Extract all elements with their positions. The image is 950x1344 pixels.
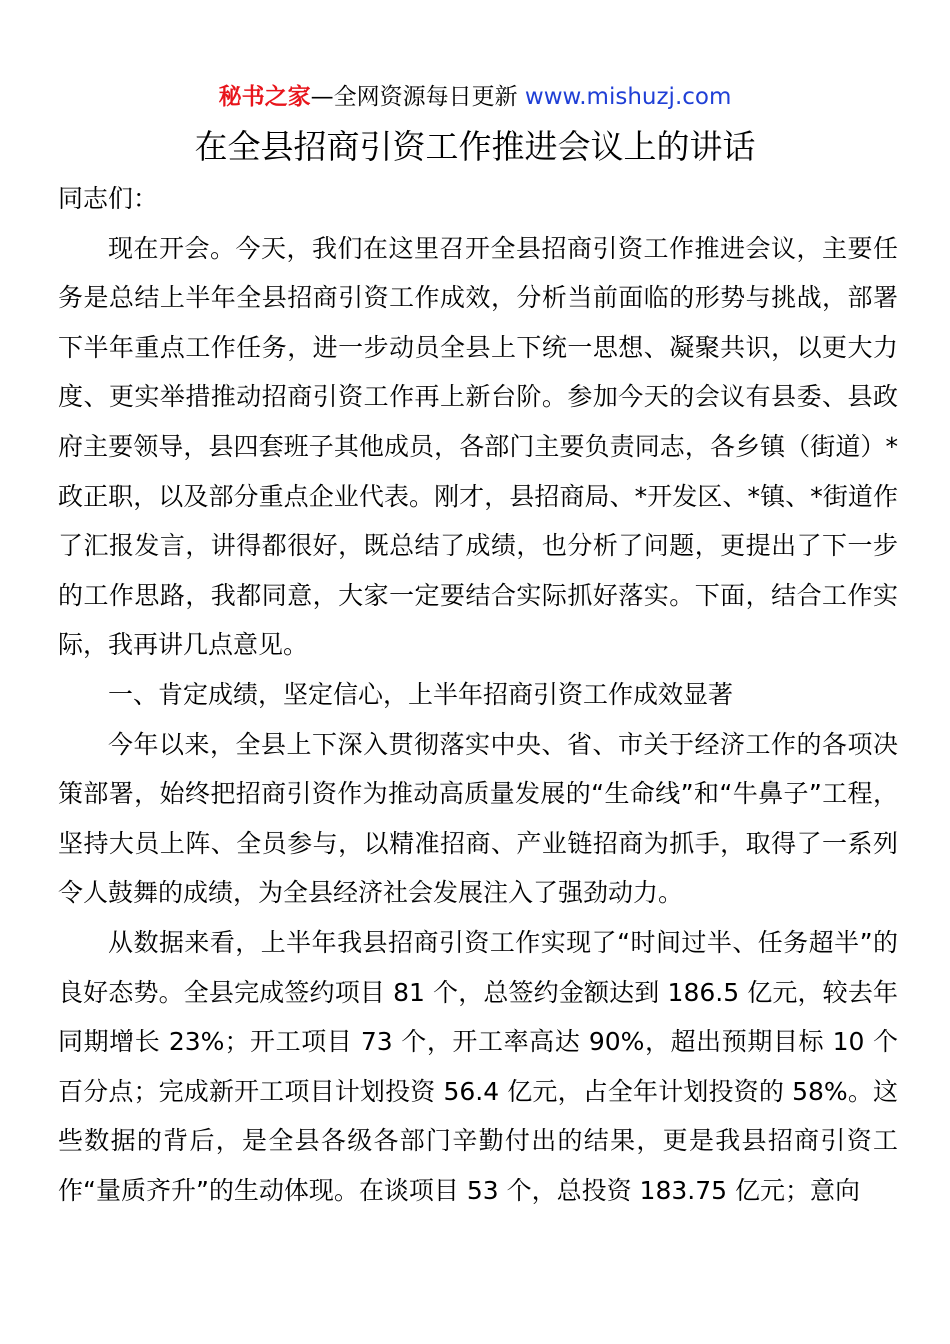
banner-tagline: —全网资源每日更新 xyxy=(310,84,518,110)
salutation: 同志们： xyxy=(58,184,159,213)
brand-name: 秘书之家 xyxy=(218,84,311,110)
document-title: 在全县招商引资工作推进会议上的讲话 xyxy=(194,127,756,166)
section-heading-1: 一、肯定成绩，坚定信心，上半年招商引资工作成效显著 xyxy=(108,679,734,709)
paragraph-opening: 现在开会。今天，我们在这里召开全县招商引资工作推进会议，主要任务是总结上半年全县招商引资工作成效，分析当前面临的形势与挑战，部署下半年重点工作任务，进一步动员全县上下统一思想、凝聚共识，以更大力度、更实举措推动招商引资工作再上新台阶。参加今天的会议有县委、县政府主要领导，县四套班子其他成员，各部门主要负责同志，各乡镇（街道）*政正职，以及部分重点企业代表。刚才，县招商局、*开发区、*镇、*街道作了汇报发言，讲得都很好，既总结了成绩，也分析了问题，更提出了下一步的工作思路，我都同意，大家一定要结合实际抓好落实。下面，结合工作实际，我再讲几点意见。 xyxy=(58,233,898,660)
site-banner xyxy=(0,80,950,114)
paragraph-achievements: 今年以来，全县上下深入贯彻落实中央、省、市关于经济工作的各项决策部署，始终把招商引资作为推动高质量发展的“生命线”和“牛鼻子”工程，坚持大员上阵、全员参与，以精准招商、产业链招商为抓手，取得了一系列令人鼓舞的成绩，为全县经济社会发展注入了强劲动力。 xyxy=(58,729,898,908)
site-url-link[interactable]: www.mishuzj.com xyxy=(524,84,732,110)
paragraph-data: 从数据来看，上半年我县招商引资工作实现了“时间过半、任务超半”的良好态势。全县完成签约项目 81 个，总签约金额达到 186.5 亿元，较去年同期增长 23%；开工项目 73 个，开工率高达 90%，超出预期目标 10 个百分点；完成新开工项目计划投资 56.4 亿元，占全年计划投资的 58%。这些数据的背后，是全县各级各部门辛勤付出的结果，更是我县招商引资工作“量质齐升”的生动体现。在谈项目 53 个，总投资 183.75 亿元；意向 xyxy=(58,927,898,1205)
document-body xyxy=(58,174,898,1215)
